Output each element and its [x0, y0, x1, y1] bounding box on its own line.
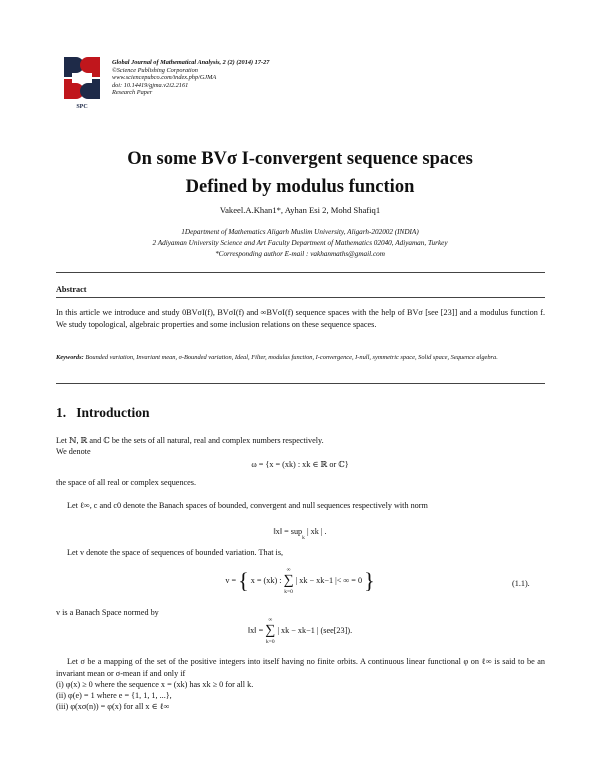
- equation-number: (1.1).: [512, 579, 530, 588]
- condition-2: (ii) φ(e) = 1 where e = {1, 1, 1, ...},: [56, 691, 172, 700]
- journal-doi[interactable]: doi: 10.14419/gjma.v2i2.2161: [112, 81, 189, 89]
- publisher-logo: [60, 55, 104, 111]
- journal-citation: Global Journal of Mathematical Analysis, 2 (2) (2014) 17-27: [112, 59, 270, 66]
- abstract-heading-rule: [56, 297, 545, 298]
- journal-url[interactable]: www.sciencepubco.com/index.php/GJMA: [112, 74, 217, 82]
- norm-left: ‖x‖ = sup: [273, 527, 303, 536]
- title-line-1: On some BVσ I-convergent sequence spaces: [127, 149, 473, 169]
- eq-vn-right: | xk − xk−1 | (see[23]).: [277, 625, 353, 635]
- section-heading: [56, 405, 150, 421]
- section-title: Introduction: [76, 405, 150, 420]
- abstract-heading: Abstract: [56, 285, 87, 294]
- sum2-top: ∞: [268, 617, 273, 623]
- sum-symbol-2: ∞ ∑ k=0: [265, 617, 276, 645]
- journal-publisher: ©Science Publishing Corporation: [112, 66, 198, 74]
- eq-vn-left: ‖x‖ =: [247, 625, 264, 635]
- section-number: 1.: [56, 405, 67, 420]
- abstract-text: In this article we introduce and study 0BVσI(f), BVσI(f) and ∞BVσI(f) sequence spaces with the help of BVσ [see [23]] and a modulus function f. We study topological, algebraic properties and some inclusion relations on these sequence spaces.: [56, 308, 545, 329]
- norm-right: | xk | .: [306, 527, 327, 536]
- norm-sub: k: [302, 535, 305, 541]
- affiliation-2: 2 Adiyaman University Science and Art Faculty Department of Mathematics 02040, Adiyaman, Turkey: [152, 239, 448, 247]
- sum-symbol: ∞ ∑ k=0: [283, 567, 294, 595]
- equation-v: [0, 566, 600, 596]
- right-brace: }: [364, 568, 375, 593]
- affiliations: [0, 227, 600, 260]
- para-sets: Let ℕ, ℝ and ℂ be the sets of all natural, real and complex numbers respectively.: [56, 436, 324, 445]
- sum-top: ∞: [286, 567, 291, 573]
- sum2-bottom: k=0: [265, 639, 275, 645]
- abstract-top-rule: [56, 272, 545, 273]
- para-invariant-mean: Let σ be a mapping of the set of the positive integers into itself having no finite orbits. A continuous linear functional φ on ℓ∞ is said to be an invariant mean or σ-mean if and only if: [56, 657, 545, 678]
- equation-v-norm: [0, 616, 600, 646]
- para-bounded-variation: Let v denote the space of sequences of bounded variation. That is,: [67, 548, 284, 557]
- condition-1: (i) φ(x) ≥ 0 where the sequence x = (xk) has xk ≥ 0 for all k.: [56, 680, 254, 689]
- para-normed: v is a Banach Space normed by: [56, 608, 159, 617]
- equation-omega: ω = {x = (xk) : xk ∈ ℝ or ℂ}: [251, 460, 349, 469]
- keywords-list: Bounded variation, Invariant mean, σ-Bounded variation, Ideal, Filter, modulus function, I-convergence, I-null, symmetric space, Solid space, Sequence algebra.: [85, 354, 498, 361]
- corresponding-author: *Corresponding author E-mail : vakhanmaths@gmail.com: [215, 250, 385, 258]
- para-banach: Let ℓ∞, c and c0 denote the Banach spaces of bounded, convergent and null sequences respectively with norm: [67, 501, 428, 510]
- eq-v-left: v =: [225, 575, 237, 585]
- logo-text: SPC: [76, 104, 88, 110]
- eq-v-inner-b: | xk − xk−1 |< ∞ = 0: [295, 575, 363, 585]
- journal-type: Research Paper: [112, 89, 153, 97]
- keywords-label: Keywords:: [56, 354, 84, 361]
- condition-3: (iii) φ(xσ(n)) = φ(x) for all x ∈ ℓ∞: [56, 702, 170, 711]
- affiliation-1: 1Department of Mathematics Aligarh Muslim University, Aligarh-202002 (INDIA): [181, 228, 419, 236]
- eq-v-inner-a: x = (xk) :: [250, 575, 282, 585]
- paper-title: [0, 145, 600, 201]
- equation-norm: [0, 524, 600, 543]
- sum-bottom: k=0: [284, 589, 293, 595]
- abstract-bottom-rule: [56, 383, 545, 384]
- keywords: [56, 353, 545, 363]
- journal-info: [112, 59, 269, 97]
- left-brace: {: [238, 568, 249, 593]
- para-space: the space of all real or complex sequences.: [56, 478, 197, 487]
- title-line-2: Defined by modulus function: [185, 177, 415, 197]
- author-list: Vakeel.A.Khan1*, Ayhan Esi 2, Mohd Shafiq1: [219, 205, 381, 215]
- para-we-denote: We denote: [56, 447, 91, 456]
